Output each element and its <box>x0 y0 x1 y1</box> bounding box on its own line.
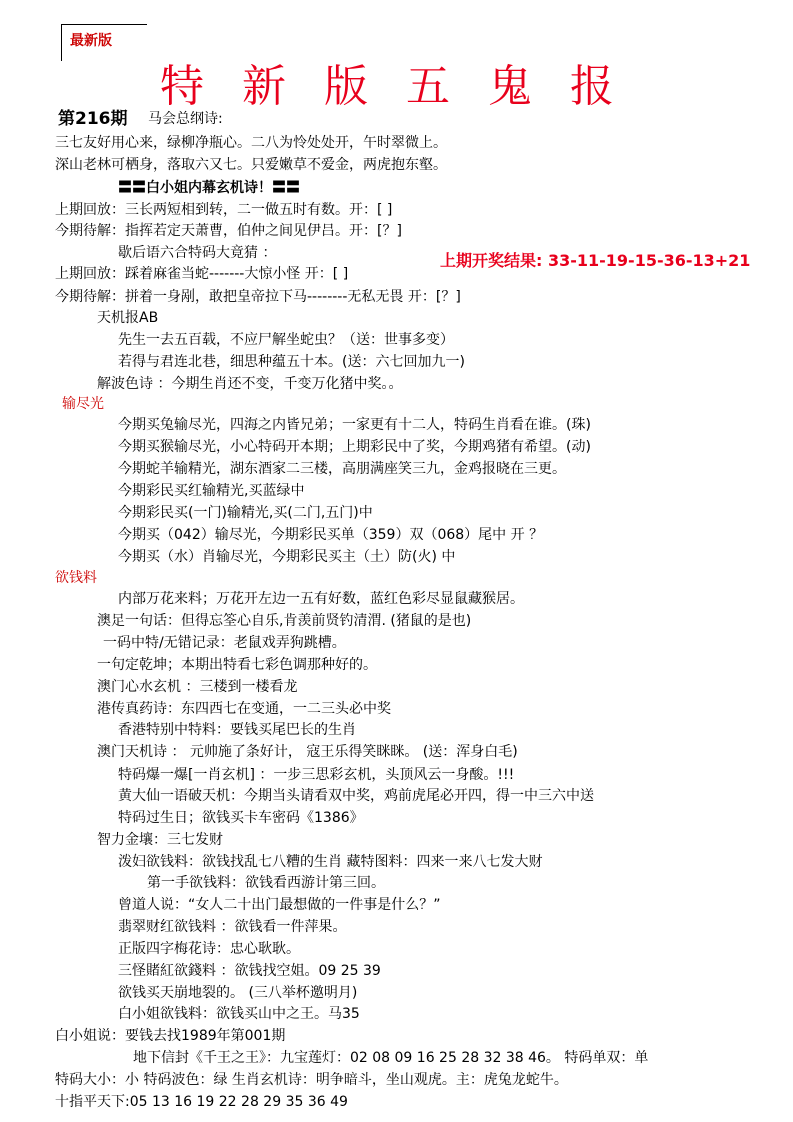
text-line: 三七友好用心来，绿柳净瓶心。二八为怜处处开，午时翠微上。 <box>55 135 447 151</box>
text-line: 澳门心水玄机 ：三楼到一楼看龙 <box>97 679 298 695</box>
text-line: 泼妇欲钱料：欲钱找乱七八糟的生肖 藏特图料：四来一来八七发大财 <box>118 854 543 870</box>
issue-number: 第216期 <box>58 109 128 129</box>
text-line: 今期买猴输尽光，小心特码开本期；上期彩民中了奖，今期鸡猪有希望。(动) <box>118 439 591 455</box>
text-line: 欲钱买天崩地裂的。 (三八举杯邀明月) <box>118 985 358 1001</box>
text-line: 今期买（042）输尽光，今期彩民买单（359）双（068）尾中 开 ？ <box>118 527 544 543</box>
text-line: 正版四字梅花诗：忠心耿耿。 <box>118 941 300 957</box>
text-line: 白小姐说：要钱去找1989年第001期 <box>55 1028 286 1044</box>
page-title: 特 新 版 五 鬼 报 <box>160 61 626 112</box>
text-line: 今期彩民买(一门)输精光,买(二门,五门)中 <box>118 505 373 521</box>
last-draw-result: 上期开奖结果: 33-11-19-15-36-13+21 <box>440 251 751 270</box>
text-line: 特码爆一爆[一肖玄机] ：一步三思彩玄机，头顶风云一身酸。!!! <box>118 767 515 783</box>
text-line: 上期回放：踩着麻雀当蛇-------大惊小怪 开：[ ] <box>55 266 349 282</box>
section-heading-lose: 输尽光 <box>62 396 104 412</box>
issue-note: 马会总纲诗: <box>148 111 223 127</box>
text-line: 澳足一句话：但得忘筌心自乐,肯羡前贤钓清渭. (猪鼠的是也) <box>97 613 472 629</box>
text-line: 一句定乾坤；本期出特看七彩色调那种好的。 <box>97 657 377 673</box>
text-line: 先生一去五百载，不应尸解坐蛇虫？（送：世事多变） <box>118 332 454 348</box>
text-line: 白小姐欲钱料：欲钱买山中之王。马35 <box>118 1006 360 1022</box>
text-line: 深山老林可栖身，落取六又七。只爱嫩草不爱金，两虎抱东壑。 <box>55 157 447 173</box>
text-line: 歇后语六合特码大竟猜 ： <box>118 245 277 261</box>
text-line: 内部万花来料；万花开左边一五有好数，蓝红色彩尽显鼠藏猴居。 <box>118 591 524 607</box>
text-line: 今期待解：指挥若定天萧曹，伯仲之间见伊吕。开：[？] <box>55 223 402 239</box>
text-line: 三怪賭紅欲錢料 ：欲钱找空姐。09 25 39 <box>118 963 381 979</box>
text-line: 一码中特/无错记录：老鼠戏弄狗跳槽。 <box>103 635 346 651</box>
edition-badge-label: 最新版 <box>70 33 112 49</box>
text-line: 第一手欲钱料：欲钱看西游计第三回。 <box>147 875 385 891</box>
edition-badge <box>61 24 147 61</box>
text-line: 翡翠财红欲钱料 ：欲钱看一件萍果。 <box>118 919 347 935</box>
text-line: 智力金壤：三七发财 <box>97 832 223 848</box>
text-line: 黄大仙一语破天机：今期当头请看双中奖，鸡前虎尾必开四，得一中三六中送 <box>118 788 594 804</box>
text-line: 十指平天下:05 13 16 19 22 28 29 35 36 49 <box>55 1094 348 1110</box>
text-line: 特码过生日；欲钱买卡车密码《1386》 <box>118 810 364 826</box>
text-line: 〓〓白小姐内幕玄机诗！〓〓 <box>118 180 300 196</box>
text-line: 天机报AB <box>97 310 159 326</box>
text-line: 港传真药诗：东四西七在变通，一二三头必中奖 <box>97 701 391 717</box>
text-line: 今期买兔输尽光，四海之内皆兄弟；一家更有十二人，特码生肖看在谁。(珠) <box>118 417 591 433</box>
text-line: 上期回放：三长两短相到转，二一做五时有数。开：[ ] <box>55 202 393 218</box>
text-line: 解波色诗 ：今期生肖还不变，千变万化猪中奖。。 <box>97 376 403 392</box>
text-line: 曾道人说：“女人二十出门最想做的一件事是什么？” <box>118 897 441 913</box>
text-line: 今期买（水）肖输尽光，今期彩民买主（土）防(火) 中 <box>118 549 456 565</box>
text-line: 特码大小：小 特码波色：绿 生肖玄机诗：明争暗斗，坐山观虎。主：虎兔龙蛇牛。 <box>55 1072 568 1088</box>
section-heading-want: 欲钱料 <box>55 570 97 586</box>
text-line: 香港特别中特料：要钱买尾巴长的生肖 <box>118 722 356 738</box>
text-line: 澳门天机诗 ： 元帅施了条好计， 寇王乐得笑眯眯。 (送：浑身白毛) <box>97 744 518 760</box>
text-line: 地下信封《千王之王》：九宝莲灯：02 08 09 16 25 28 32 38 46。 特码单双：单 <box>133 1050 649 1066</box>
text-line: 今期待解：拼着一身剐，敢把皇帝拉下马--------无私无畏 开：[？] <box>55 289 461 305</box>
text-line: 今期蛇羊输精光，湖东酒家二三楼，高朋满座笑三九，金鸡报晓在三更。 <box>118 461 566 477</box>
text-line: 若得与君连北巷，细思种蕴五十本。(送：六七回加九一) <box>118 354 465 370</box>
text-line: 今期彩民买红输精光,买蓝绿中 <box>118 483 305 499</box>
